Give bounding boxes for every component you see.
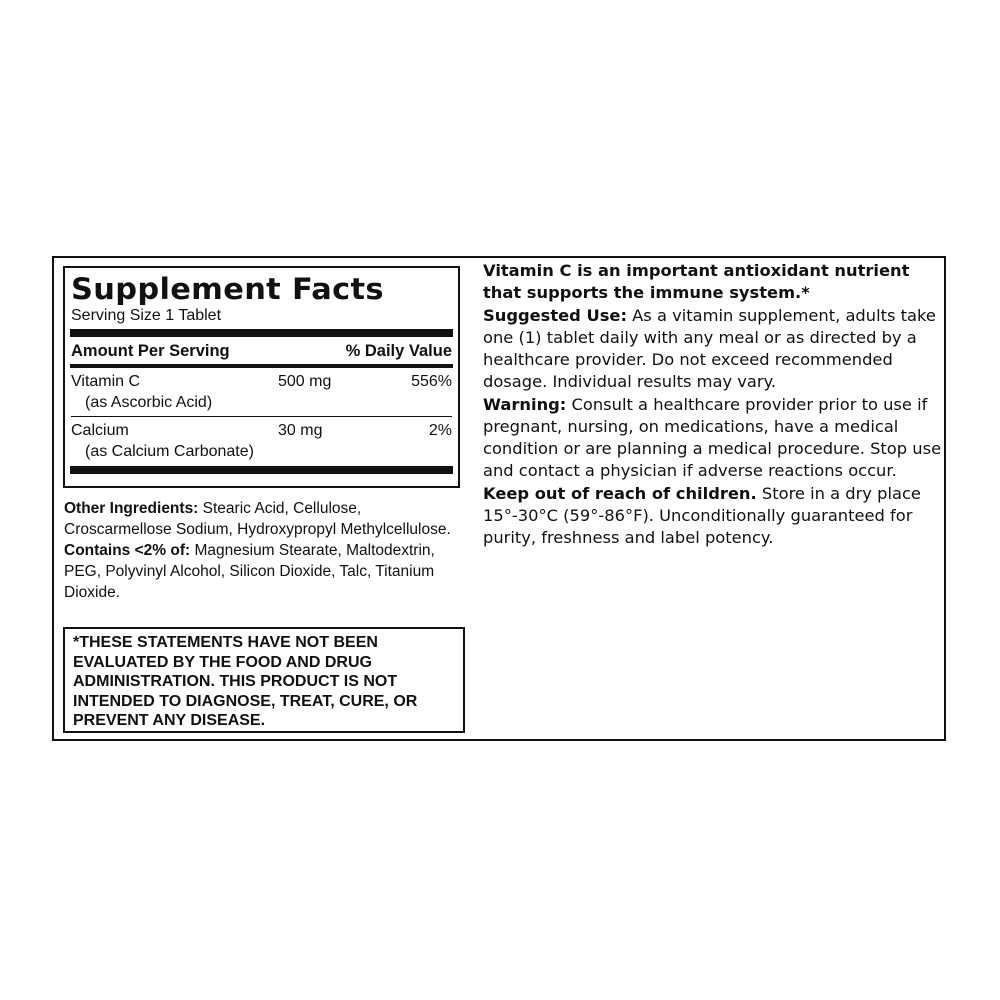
- other-ingredients-text: Stearic Acid, Cellulose, Croscarmellose Sodium, Hydroxypropyl Methylcellulose.: [64, 500, 451, 538]
- nutrient-daily-value: 556%: [411, 373, 452, 390]
- storage-text: Store in a dry place 15°-30°C (59°-86°F). Unconditionally guaranteed for purity, freshness and label potency.: [483, 484, 921, 547]
- suggested-use-label: Suggested Use:: [483, 306, 627, 325]
- serving-size: Serving Size 1 Tablet: [71, 307, 222, 324]
- storage: [483, 483, 943, 549]
- directions-column: [483, 260, 943, 550]
- supplement-facts-title: Supplement Facts: [71, 272, 384, 306]
- nutrient-source: (as Calcium Carbonate): [85, 443, 254, 460]
- suggested-use-text: As a vitamin supplement, adults take one (1) tablet daily with any meal or as directed by a healthcare provider. Do not exceed recommended dosage. Individual results may vary.: [483, 306, 936, 391]
- warning: [483, 394, 943, 482]
- intro-statement: [483, 260, 943, 304]
- other-ingredients-label: Other Ingredients:: [64, 500, 199, 517]
- fda-disclaimer: *THESE STATEMENTS HAVE NOT BEEN EVALUATED BY THE FOOD AND DRUG ADMINISTRATION. THIS PRODUCT IS NOT INTENDED TO DIAGNOSE, TREAT, CURE, OR PREVENT ANY DISEASE.: [63, 627, 465, 733]
- contains-text: Magnesium Stearate, Maltodextrin, PEG, Polyvinyl Alcohol, Silicon Dioxide, Talc, Titanium Dioxide.: [64, 542, 435, 601]
- divider-thick: [70, 329, 453, 337]
- nutrient-row: [71, 368, 452, 416]
- supplement-facts-panel: [63, 266, 460, 488]
- facts-header-row: [71, 337, 452, 364]
- nutrient-name: Calcium: [71, 422, 129, 439]
- divider-bottom: [70, 466, 453, 474]
- intro-text: Vitamin C is an important antioxidant nutrient that supports the immune system.*: [483, 261, 910, 302]
- amount-per-serving-header: Amount Per Serving: [71, 342, 230, 360]
- nutrient-amount: 30 mg: [278, 422, 323, 439]
- nutrient-amount: 500 mg: [278, 373, 332, 390]
- warning-label: Warning:: [483, 395, 567, 414]
- daily-value-header: % Daily Value: [345, 342, 452, 360]
- other-ingredients: [64, 498, 464, 603]
- nutrient-row: [71, 416, 452, 465]
- product-label: [52, 256, 946, 741]
- suggested-use: [483, 305, 943, 393]
- nutrient-source: (as Ascorbic Acid): [85, 394, 213, 411]
- nutrient-daily-value: 2%: [428, 422, 452, 439]
- keep-out-label: Keep out of reach of children.: [483, 484, 757, 503]
- warning-text: Consult a healthcare provider prior to use if pregnant, nursing, on medications, have a medical condition or are planning a medical procedure. Stop use and contact a physician if adverse reactions occur.: [483, 395, 942, 480]
- contains-label: Contains <2% of:: [64, 542, 191, 559]
- nutrient-name: Vitamin C: [71, 373, 141, 390]
